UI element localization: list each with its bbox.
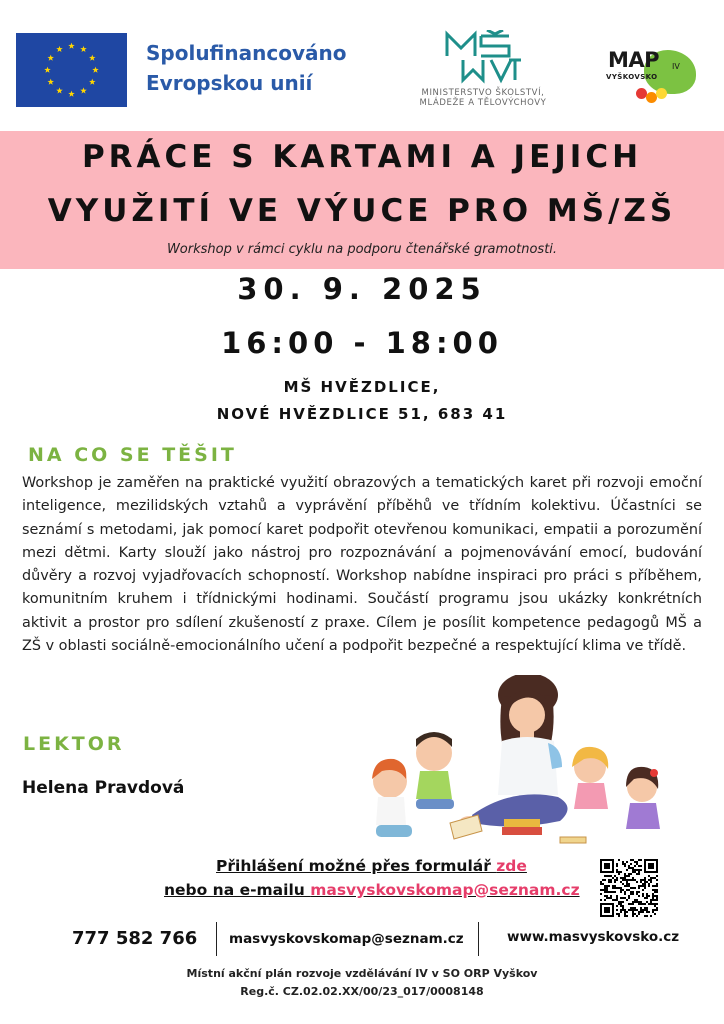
phone-number[interactable]: 777 582 766: [72, 928, 198, 949]
footer-line-2: Reg.č. CZ.02.02.XX/00/23_017/0008148: [240, 985, 484, 998]
teacher-children-illustration: [362, 675, 674, 857]
eu-flag-icon: [16, 33, 127, 107]
divider: [478, 922, 479, 956]
qr-code-icon[interactable]: [600, 859, 658, 917]
msmt-monogram-icon: [443, 30, 523, 84]
contact-bar: [0, 918, 724, 958]
title-line-2: VYUŽITÍ VE VÝUCE PRO MŠ/ZŠ: [47, 193, 677, 229]
msmt-logo: [398, 30, 568, 110]
signup-form-link[interactable]: zde: [496, 857, 527, 875]
msmt-line-2: MLÁDEŽE A TĚLOVÝCHOVY: [419, 98, 547, 108]
signup-line-2: [164, 881, 580, 899]
contact-email[interactable]: masvyskovskomap@seznam.cz: [229, 931, 464, 947]
event-time: 16:00 - 18:00: [221, 326, 503, 360]
footer-line-1: Místní akční plán rozvoje vzdělávání IV v SO ORP Vyškov: [186, 967, 538, 980]
title-line-1: PRÁCE S KARTAMI A JEJICH: [81, 139, 643, 175]
divider: [216, 922, 217, 956]
eu-line-2: Evropskou unií: [146, 71, 313, 95]
signup-line-1-text: Přihlášení možné přes formulář: [216, 857, 497, 875]
yellow-dot-icon: [656, 88, 667, 99]
eu-line-1: Spolufinancováno: [146, 41, 347, 65]
subtitle: Workshop v rámci cyklu na podporu čtenářské gramotnosti.: [166, 242, 558, 257]
about-heading: NA CO SE TĚŠIT: [28, 444, 237, 466]
title-banner: [0, 131, 724, 269]
map-word: MAP: [608, 48, 660, 72]
header-logos: [0, 0, 724, 130]
msmt-line-1: MINISTERSTVO ŠKOLSTVÍ,: [421, 88, 545, 98]
lecturer-heading: LEKTOR: [23, 733, 125, 755]
signup-line-2-text: nebo na e-mailu: [164, 881, 311, 899]
map-iv: IV: [672, 62, 680, 71]
venue-line-1: MŠ HVĚZDLICE,: [283, 378, 441, 396]
about-text: Workshop je zaměřen na praktické využití obrazových a tematických karet při rozvoji emoční inteligence, mezilidských vztahů a vyprávění příběhů ve třídním kolektivu. Účastníci se seznámí s metodami, jak pomocí karet podpořit otevřenou komunikaci, empatii a porozumění mezi dětmi. Karty slouží jako nástroj pro rozpoznávání a pojmenovávání emocí, budování důvěry a rozvoj vyjadřovacích schopností. Workshop nabídne inspiraci pro práci s příběhem, komunitním kruhem i třídnickými hodinami. Součástí programu jsou ukázky konkrétních aktivit a prostor pro sdílení zkušeností z praxe. Cílem je posílit kompetence pedagogů MŠ a ZŠ v oblasti sociálně-emocionálního učení a podpořit bezpečné a respektující klima ve třídě.: [22, 475, 702, 655]
lecturer-name: Helena Pravdová: [22, 778, 185, 798]
signup-email-link[interactable]: masvyskovskomap@seznam.cz: [310, 881, 580, 899]
event-date: 30. 9. 2025: [237, 272, 487, 306]
signup-line-1: [216, 857, 527, 875]
map-logo: [606, 44, 700, 104]
website-link[interactable]: www.masvyskovsko.cz: [507, 929, 680, 945]
eu-cofinanced-text: [146, 38, 346, 98]
venue-line-2: NOVÉ HVĚZDLICE 51, 683 41: [216, 405, 508, 423]
msmt-text: [398, 88, 568, 108]
map-region: VYŠKOVSKO: [606, 73, 658, 81]
